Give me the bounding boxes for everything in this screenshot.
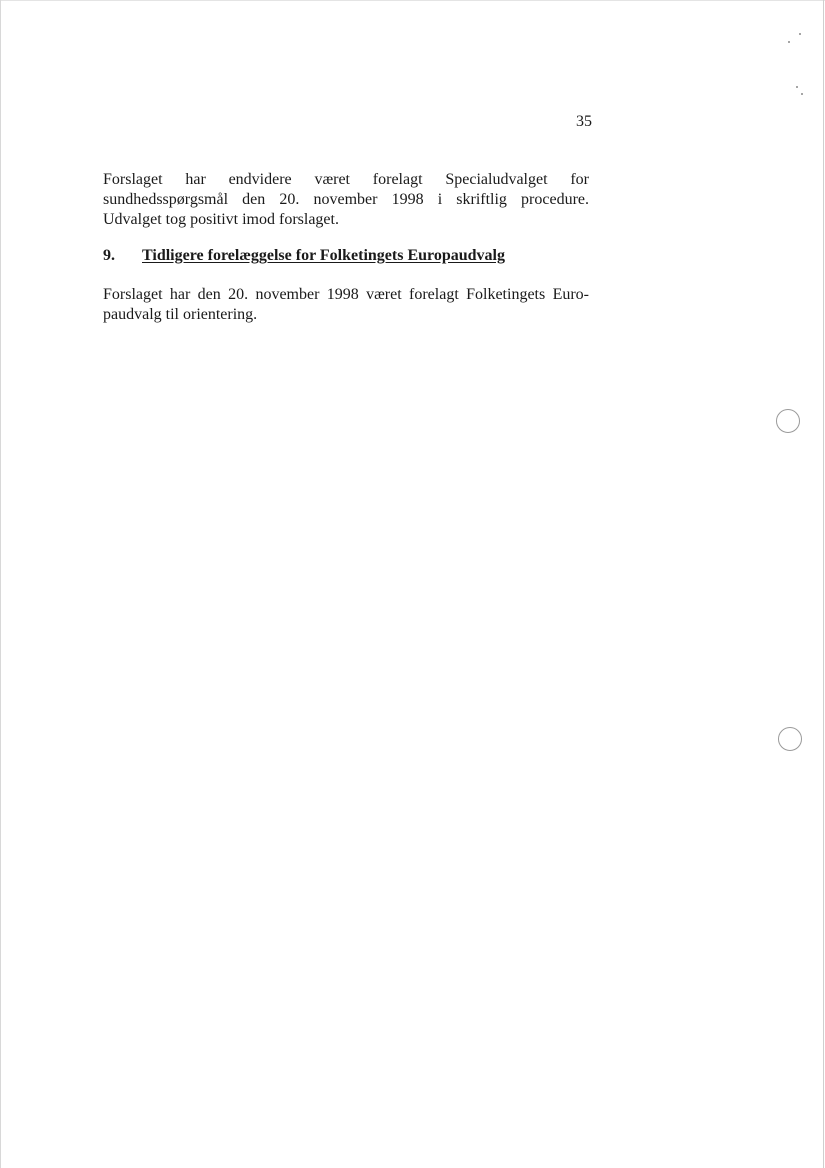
punch-hole bbox=[776, 409, 800, 433]
paragraph-line: Forslaget har den 20. november 1998 været forelagt Folketingets Euro- bbox=[103, 286, 589, 303]
paragraph-line: Udvalget tog positivt imod forslaget. bbox=[103, 211, 339, 228]
section-heading bbox=[103, 246, 589, 266]
scan-edge-top bbox=[0, 0, 825, 1]
scan-speck bbox=[796, 86, 798, 88]
page-number: 35 bbox=[576, 113, 592, 130]
section-title: Tidligere forelæggelse for Folketingets Europaudvalg bbox=[142, 247, 505, 264]
scan-speck bbox=[799, 33, 801, 35]
paragraph-line: paudvalg til orientering. bbox=[103, 306, 258, 323]
paragraph-specialudvalget bbox=[103, 170, 589, 230]
paragraph-line: sundhedsspørgsmål den 20. november 1998 i skriftlig procedure. bbox=[103, 191, 589, 208]
paragraph-line: Forslaget har endvidere været forelagt Specialudvalget for bbox=[103, 171, 589, 188]
paragraph-europaudvalg bbox=[103, 285, 589, 325]
scan-edge-right bbox=[823, 0, 824, 1168]
punch-hole bbox=[778, 727, 802, 751]
scan-speck bbox=[788, 41, 790, 43]
scan-edge-left bbox=[0, 0, 1, 1168]
section-number: 9. bbox=[103, 247, 115, 264]
scan-speck bbox=[801, 93, 803, 95]
